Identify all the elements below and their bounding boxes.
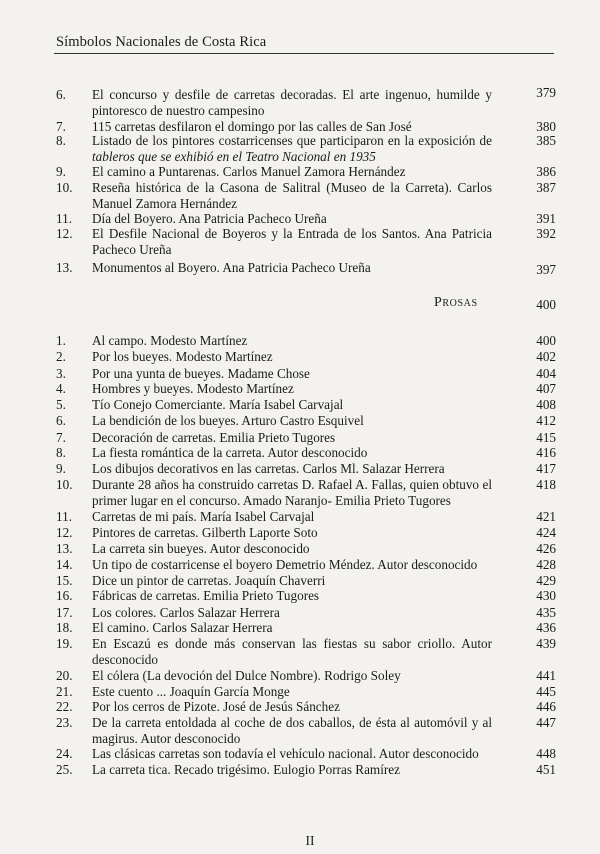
entry-title bbox=[92, 684, 492, 700]
entry-title-line: Reseña histórica de la Casona de Salitral (Museo de la Carreta). Carlos bbox=[92, 180, 492, 195]
entry-title bbox=[92, 211, 492, 227]
entry-number: 10. bbox=[56, 477, 73, 492]
entry-title bbox=[92, 430, 492, 446]
entry-title-line: Durante 28 años ha construido carretas D. Rafael A. Fallas, quien obtuvo el bbox=[92, 477, 492, 492]
entry-title-line: Día del Boyero. Ana Patricia Pacheco Ureña bbox=[92, 211, 327, 226]
entry-title-line: Manuel Zamora Hernández bbox=[92, 195, 237, 211]
entry-title-line: La carreta tica. Recado trigésimo. Eulogio Porras Ramírez bbox=[92, 762, 400, 777]
entry-number: 24. bbox=[56, 746, 73, 761]
entry-title bbox=[92, 226, 492, 257]
entry-title-line: Tío Conejo Comerciante. María Isabel Carvajal bbox=[92, 397, 344, 412]
entry-page-number: 426 bbox=[536, 541, 556, 556]
entry-page-number: 379 bbox=[536, 85, 556, 100]
entry-number: 21. bbox=[56, 684, 73, 699]
entry-title bbox=[92, 260, 492, 276]
entry-page-number: 424 bbox=[536, 525, 556, 540]
entry-title-line: desconocido bbox=[92, 651, 158, 667]
header-rule bbox=[54, 53, 554, 54]
entry-title bbox=[92, 445, 492, 461]
entry-number: 2. bbox=[56, 349, 66, 364]
entry-number: 6. bbox=[56, 87, 66, 102]
entry-number: 16. bbox=[56, 588, 73, 603]
entry-title bbox=[92, 349, 492, 365]
entry-title-line: El cólera (La devoción del Dulce Nombre). Rodrigo Soley bbox=[92, 668, 401, 683]
entry-title-line: El camino. Carlos Salazar Herrera bbox=[92, 620, 273, 635]
entry-number: 4. bbox=[56, 381, 66, 396]
entry-title bbox=[92, 699, 492, 715]
entry-page-number: 445 bbox=[536, 684, 556, 699]
entry-title bbox=[92, 668, 492, 684]
entry-title-line: Por una yunta de bueyes. Madame Chose bbox=[92, 366, 310, 381]
entry-title-line: Los dibujos decorativos en las carretas. Carlos Ml. Salazar Herrera bbox=[92, 461, 445, 476]
entry-page-number: 436 bbox=[536, 620, 556, 635]
entry-page-number: 448 bbox=[536, 746, 556, 761]
entry-number: 11. bbox=[56, 211, 72, 226]
entry-title bbox=[92, 366, 492, 382]
entry-title bbox=[92, 588, 492, 604]
entry-number: 3. bbox=[56, 366, 66, 381]
entry-title-line: Decoración de carretas. Emilia Prieto Tugores bbox=[92, 430, 336, 445]
entry-title-line: pintoresco de nuestro campesino bbox=[92, 102, 265, 118]
entry-number: 8. bbox=[56, 445, 66, 460]
running-title: Símbolos Nacionales de Costa Rica bbox=[56, 34, 267, 50]
entry-title-line: El Desfile Nacional de Boyeros y la Entrada de los Santos. Ana Patricia bbox=[92, 226, 492, 241]
entry-title-line: La bendición de los bueyes. Arturo Castro Esquivel bbox=[92, 413, 364, 428]
entry-number: 20. bbox=[56, 668, 73, 683]
entry-title-line: 115 carretas desfilaron el domingo por las calles de San José bbox=[92, 119, 412, 134]
entry-title bbox=[92, 180, 492, 211]
entry-title bbox=[92, 333, 492, 349]
entry-number: 23. bbox=[56, 715, 73, 730]
entry-title bbox=[92, 762, 492, 778]
entry-title-line: Listado de los pintores costarricenses que participaron en la exposición de bbox=[92, 133, 492, 148]
entry-number: 11. bbox=[56, 509, 72, 524]
entry-title-line: Pintores de carretas. Gilberth Laporte Soto bbox=[92, 525, 318, 540]
entry-page-number: 421 bbox=[536, 509, 556, 524]
entry-page-number: 391 bbox=[536, 211, 556, 226]
entry-title-line: La carreta sin bueyes. Autor desconocido bbox=[92, 541, 310, 556]
entry-number: 14. bbox=[56, 557, 73, 572]
entry-page-number: 380 bbox=[536, 119, 556, 134]
entry-number: 12. bbox=[56, 226, 73, 241]
entry-page-number: 447 bbox=[536, 715, 556, 730]
entry-page-number: 402 bbox=[536, 349, 556, 364]
entry-page-number: 451 bbox=[536, 762, 556, 777]
entry-title bbox=[92, 381, 492, 397]
entry-page-number: 439 bbox=[536, 636, 556, 651]
entry-title-line: tableros que se exhibió en el Teatro Nacional en 1935 bbox=[92, 148, 376, 164]
entry-title-line: magirus. Autor desconocido bbox=[92, 730, 241, 746]
entry-title bbox=[92, 620, 492, 636]
entry-title-line: Los colores. Carlos Salazar Herrera bbox=[92, 605, 280, 620]
entry-number: 25. bbox=[56, 762, 73, 777]
entry-page-number: 408 bbox=[536, 397, 556, 412]
entry-number: 15. bbox=[56, 573, 73, 588]
entry-title bbox=[92, 557, 492, 573]
entry-title-line: Por los bueyes. Modesto Martínez bbox=[92, 349, 273, 364]
entry-title bbox=[92, 413, 492, 429]
entry-number: 17. bbox=[56, 605, 73, 620]
entry-page-number: 407 bbox=[536, 381, 556, 396]
entry-number: 19. bbox=[56, 636, 73, 651]
entry-page-number: 446 bbox=[536, 699, 556, 714]
entry-number: 6. bbox=[56, 413, 66, 428]
entry-title bbox=[92, 573, 492, 589]
entry-title-line: Un tipo de costarricense el boyero Demetrio Méndez. Autor desconocido bbox=[92, 557, 478, 572]
entry-title-line: El concurso y desfile de carretas decoradas. El arte ingenuo, humilde y bbox=[92, 87, 492, 102]
entry-page-number: 430 bbox=[536, 588, 556, 603]
entry-title bbox=[92, 133, 492, 164]
entry-title-line: La fiesta romántica de la carreta. Autor desconocido bbox=[92, 445, 368, 460]
entry-title-line: Dice un pintor de carretas. Joaquín Chaverri bbox=[92, 573, 326, 588]
entry-title bbox=[92, 525, 492, 541]
entry-title bbox=[92, 605, 492, 621]
entry-number: 7. bbox=[56, 119, 66, 134]
entry-page-number: 412 bbox=[536, 413, 556, 428]
entry-title bbox=[92, 541, 492, 557]
entry-title-line: Por los cerros de Pizote. José de Jesús Sánchez bbox=[92, 699, 340, 714]
entry-page-number: 392 bbox=[536, 226, 556, 241]
page-number: II bbox=[305, 833, 315, 848]
entry-title bbox=[92, 87, 492, 118]
entry-title bbox=[92, 461, 492, 477]
entry-title-line: De la carreta entoldada al coche de dos caballos, de ésta al automóvil y al bbox=[92, 715, 492, 730]
entry-number: 7. bbox=[56, 430, 66, 445]
entry-title-line: Las clásicas carretas son todavía el vehículo nacional. Autor desconocido bbox=[92, 746, 479, 761]
entry-number: 8. bbox=[56, 133, 66, 148]
entry-number: 18. bbox=[56, 620, 73, 635]
entry-title-line: primer lugar en el concurso. Amado Naranjo- Emilia Prieto Tugores bbox=[92, 492, 451, 508]
entry-title bbox=[92, 715, 492, 746]
entry-page-number: 428 bbox=[536, 557, 556, 572]
entry-page-number: 415 bbox=[536, 430, 556, 445]
entry-page-number: 441 bbox=[536, 668, 556, 683]
entry-page-number: 429 bbox=[536, 573, 556, 588]
entry-title bbox=[92, 636, 492, 667]
entry-page-number: 387 bbox=[536, 180, 556, 195]
entry-page-number: 385 bbox=[536, 133, 556, 148]
entry-title-line: Al campo. Modesto Martínez bbox=[92, 333, 248, 348]
entry-title-line: Hombres y bueyes. Modesto Martínez bbox=[92, 381, 294, 396]
entry-page-number: 417 bbox=[536, 461, 556, 476]
entry-number: 13. bbox=[56, 260, 73, 275]
entry-number: 1. bbox=[56, 333, 66, 348]
entry-page-number: 416 bbox=[536, 445, 556, 460]
entry-title-line: Este cuento ... Joaquín García Monge bbox=[92, 684, 290, 699]
entry-title-line: Carretas de mi país. María Isabel Carvajal bbox=[92, 509, 315, 524]
entry-title-line: Monumentos al Boyero. Ana Patricia Pacheco Ureña bbox=[92, 260, 371, 275]
entry-title-line: En Escazú es donde más conservan las fiestas su sabor criollo. Autor bbox=[92, 636, 492, 651]
entry-page-number: 386 bbox=[536, 164, 556, 179]
entry-page-number: 404 bbox=[536, 366, 556, 381]
entry-number: 9. bbox=[56, 461, 66, 476]
entry-page-number: 418 bbox=[536, 477, 556, 492]
entry-title-line: Fábricas de carretas. Emilia Prieto Tugores bbox=[92, 588, 320, 603]
entry-title-line: Pacheco Ureña bbox=[92, 241, 172, 257]
entry-number: 12. bbox=[56, 525, 73, 540]
entry-title bbox=[92, 477, 492, 508]
section-title: Prosas bbox=[434, 295, 478, 310]
entry-number: 10. bbox=[56, 180, 73, 195]
entry-number: 9. bbox=[56, 164, 66, 179]
entry-title bbox=[92, 164, 492, 180]
entry-title bbox=[92, 509, 492, 525]
entry-title-line: El camino a Puntarenas. Carlos Manuel Zamora Hernández bbox=[92, 164, 406, 179]
entry-number: 5. bbox=[56, 397, 66, 412]
entry-page-number: 397 bbox=[536, 262, 556, 277]
entry-title bbox=[92, 397, 492, 413]
entry-number: 22. bbox=[56, 699, 73, 714]
entry-page-number: 435 bbox=[536, 605, 556, 620]
entry-title bbox=[92, 746, 492, 762]
section-page-number: 400 bbox=[536, 297, 556, 312]
entry-number: 13. bbox=[56, 541, 73, 556]
entry-page-number: 400 bbox=[536, 333, 556, 348]
